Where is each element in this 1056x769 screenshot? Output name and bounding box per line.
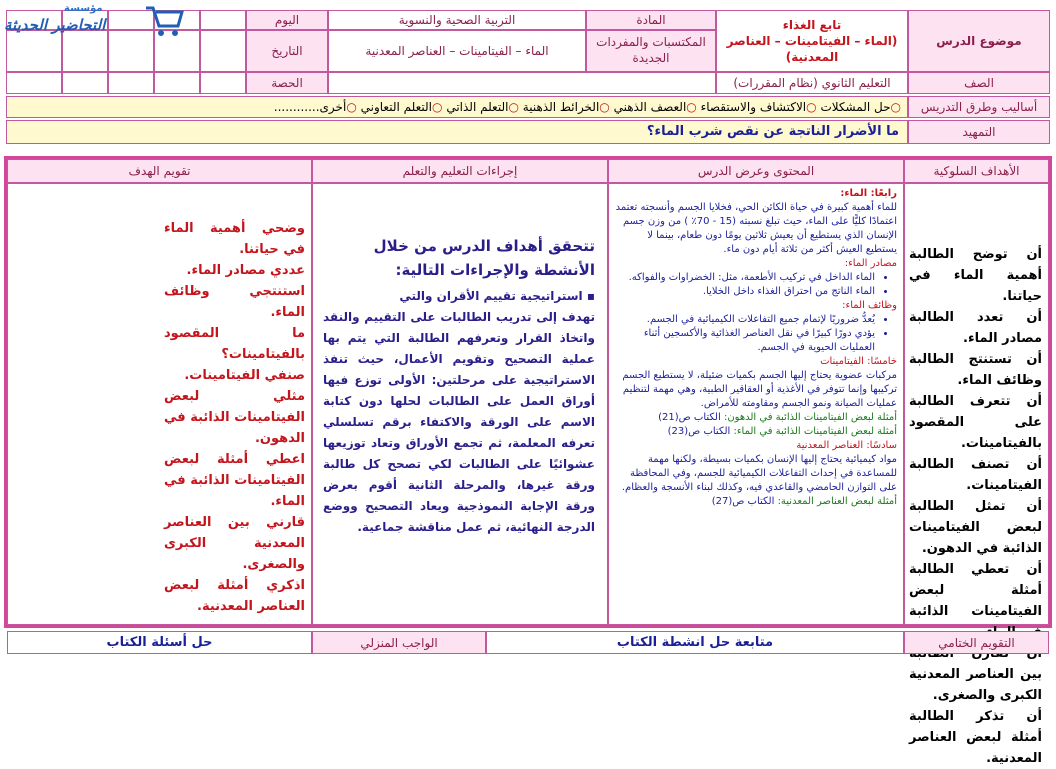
objective-item: أن تتعرف الطالبة على المقصود بالفيتامينات. — [909, 394, 1042, 451]
evaluation-item: اذكري أمثلة لبعض العناصر المعدنية. — [164, 578, 305, 614]
evaluation-item: وضحي أهمية الماء في حياتنا. — [164, 221, 305, 257]
logo-line2: التحاضير الحديثة — [4, 16, 106, 34]
content-minerals-heading: سادسًا: العناصر المعدنية — [796, 440, 897, 451]
header-content: المحتوى وعرض الدرس — [608, 159, 904, 183]
final-eval-label: التقويم الختامي — [904, 631, 1049, 654]
procedures-title: تتحقق أهداف الدرس من خلال الأنشطة والإجراءات التالية: — [373, 237, 595, 279]
content-water-vitamins-label: أمثلة لبعض الفيتامينات الذائبة في الماء: — [733, 426, 897, 437]
content-minerals-ref: الكتاب ص(27) — [711, 496, 775, 507]
objective-item: أن تمثل الطالبة لبعض الفيتامينات الذائبة في الدهون. — [909, 499, 1042, 556]
evaluation-item: استنتجي وظائف الماء. — [164, 284, 305, 320]
objective-item: أن تستنتج الطالبة وظائف الماء. — [909, 352, 1042, 388]
methods-value: ○حل المشكلات ○الاكتشاف والاستقصاء ○العصف الذهني ○الخرائط الذهنية ○التعلم الذاتي ○التعلم التعاوني ○أخرى............ — [6, 96, 908, 118]
evaluation-item: اعطي أمثلة لبعض الفيتامينات الذائبة في الماء. — [164, 452, 305, 509]
procedures-column — [312, 183, 608, 625]
final-eval-value: متابعة حل انشطة الكتاب — [486, 631, 904, 654]
evaluation-column — [7, 183, 312, 625]
evaluation-item: ما المقصود بالفيتامينات؟ — [164, 326, 305, 362]
method-5: التعلم الذاتي — [446, 100, 509, 114]
method-6: التعلم التعاوني — [360, 100, 432, 114]
homework-value: حل أسئلة الكتاب — [7, 631, 312, 654]
method-4: الخرائط الذهنية — [522, 100, 600, 114]
content-functions-heading: وظائف الماء: — [842, 300, 897, 311]
intro-label: التمهيد — [908, 120, 1050, 144]
header-evaluation: تقويم الهدف — [7, 159, 312, 183]
grade-value: التعليم الثانوي (نظام المقررات) — [716, 72, 908, 94]
day-label: اليوم — [246, 10, 328, 30]
day-cell-1 — [200, 10, 246, 30]
content-sources-heading: مصادر الماء: — [844, 258, 897, 269]
content-water-heading: رابعًا: الماء: — [840, 188, 897, 199]
content-function-item: • يُعدُّ ضروريًا لإتمام جميع التفاعلات الكيميائية في الجسم. — [615, 313, 875, 327]
evaluation-item: مثلي لبعض الفيتامينات الذائبة في الدهون. — [164, 389, 305, 446]
evaluation-item: صنفي الفيتامينات. — [184, 368, 305, 383]
objective-item: أن تصنف الطالبة الفيتامينات. — [909, 457, 1042, 493]
content-water-vitamins-ref: الكتاب ص(23) — [667, 426, 731, 437]
content-source-item: • الماء الداخل في تركيب الأطعمة، مثل: الخضراوات والفواكه. — [615, 271, 875, 285]
logo — [2, 2, 182, 42]
evaluation-item: عددي مصادر الماء. — [186, 263, 305, 278]
content-function-item: • يؤدي دورًا كبيرًا في نقل العناصر الغذائية والأكسجين أثناء العمليات الحيوية في الجسم. — [615, 327, 875, 355]
vocab-value: الماء – الفيتامينات – العناصر المعدنية — [328, 30, 586, 72]
content-minerals-label: أمثلة لبعض العناصر المعدنية: — [777, 496, 897, 507]
subject-value: التربية الصحية والنسوية — [328, 10, 586, 30]
evaluation-item: قارني بين العناصر المعدنية الكبرى والصغرى. — [164, 515, 305, 572]
method-3: العصف الذهني — [613, 100, 687, 114]
method-7: أخرى............ — [273, 100, 347, 114]
method-1: حل المشكلات — [820, 100, 891, 114]
vocab-label: المكتسبات والمفردات الجديدة — [586, 30, 716, 72]
content-minerals-text: مواد كيميائية يحتاج إليها الإنسان بكميات بسيطة، ولكنها مهمة للمساعدة في إحداث التفاعلات الكيميائية للجسم، وفي المحافظة على التوازن الحامضي والقاعدي فيه، وكذلك لبناء الأنسجة والعظام. — [621, 454, 897, 493]
content-column — [608, 183, 904, 625]
subject-label: المادة — [586, 10, 716, 30]
objective-item: أن تعدد الطالبة مصادر الماء. — [909, 310, 1042, 346]
date-cell-1 — [200, 30, 246, 72]
topic-label: موضوع الدرس — [908, 10, 1050, 72]
objective-item: أن تعطي الطالبة أمثلة لبعض الفيتامينات الذائبة — [909, 562, 1042, 619]
content-vitamins-heading: خامسًا: الفيتامينات — [820, 356, 897, 367]
period-cell-1 — [200, 72, 246, 94]
objective-item: أن توضح الطالبة أهمية الماء في حياتنا. — [909, 247, 1042, 304]
content-vitamins-text: مركبات عضوية يحتاج إليها الجسم بكميات ضئيلة، لا يستطيع الجسم تركيبها وإنما تتوفر في الأغذية أو العقاقير الطبية، وهي مهمة لتنظيم عمليات الصيانة ونمو الجسم ومقاومته للأمراض. — [622, 370, 897, 409]
period-cell-4 — [62, 72, 108, 94]
content-water-text: للماء أهمية كبيرة في حياة الكائن الحي، فخلايا الجسم وأنسجته تعتمد اعتمادًا كليًّا على الماء، حيث تبلغ نسبته (15 - 70٪ ) من وزن جسم الإنسان الذي يستطيع أن يعيش ثلاثين يومًا دون طعام، بينما لا يستطيع العيش أكثر من ثلاثة أيام دون ماء. — [615, 202, 897, 255]
period-cell-5 — [6, 72, 62, 94]
header-objectives: الأهداف السلوكية — [904, 159, 1049, 183]
objective-item: بين العناصر المعدنية الكبرى والصغرى. — [909, 667, 1042, 703]
procedures-bullet: ▪ استراتيجية تقييم الأقران والتي — [399, 289, 595, 303]
content-source-item: • الماء الناتج من احتراق الغذاء داخل الخلايا. — [615, 285, 875, 299]
period-cell-3 — [108, 72, 154, 94]
procedures-bullet-text: استراتيجية تقييم الأقران والتي — [399, 289, 583, 303]
date-label: التاريخ — [246, 30, 328, 72]
methods-label: أساليب وطرق التدريس — [908, 96, 1050, 118]
intro-value: ما الأضرار الناتجة عن نقص شرب الماء؟ — [6, 120, 908, 144]
content-fat-vitamins-ref: الكتاب ص(21) — [658, 412, 721, 423]
header-procedures: إجراءات التعليم والتعلم — [312, 159, 608, 183]
objective-item: أن تذكر الطالبة أمثلة لبعض العناصر المعدنية. — [909, 709, 1042, 766]
homework-label: الواجب المنزلي — [312, 631, 486, 654]
procedures-body: تهدف إلى تدريب الطالبات على التقييم والنقد واتخاذ القرار وتعرفهم الطالبة التي يتم بها عملية التصحيح وتقويم الأعمال، حيث تنفذ الاستراتيجية على مرحلتين: الأولى توزع فيها أوراق العمل على الطالبات لحلها دون كتابة الاسم على الورقة والاكتفاء برقم تسلسلي تعرفه المعلمة، ثم تجمع الأوراق وتعاد توزيعها عشوائيًا على الطالبات لكي تصحح كل طالبة ورقة غيرها، والمرحلة الثانية أقوم بعرض ورقة الإجابة النموذجية ويعاد التصحيح ووضع الدرجة النهائية، ثم عمل مناقشة جماعية. — [323, 310, 595, 534]
grade-empty — [328, 72, 716, 94]
logo-line1: مؤسسة — [64, 3, 103, 14]
topic-value: تابع الغذاء (الماء – الفيتامينات – العناصر المعدنية) — [716, 10, 908, 72]
grade-label: الصف — [908, 72, 1050, 94]
period-label: الحصة — [246, 72, 328, 94]
period-cell-2 — [154, 72, 200, 94]
content-fat-vitamins-label: أمثلة لبعض الفيتامينات الذائبة في الدهون: — [723, 412, 897, 423]
method-2: الاكتشاف والاستقصاء — [700, 100, 807, 114]
cart-icon — [144, 4, 184, 38]
